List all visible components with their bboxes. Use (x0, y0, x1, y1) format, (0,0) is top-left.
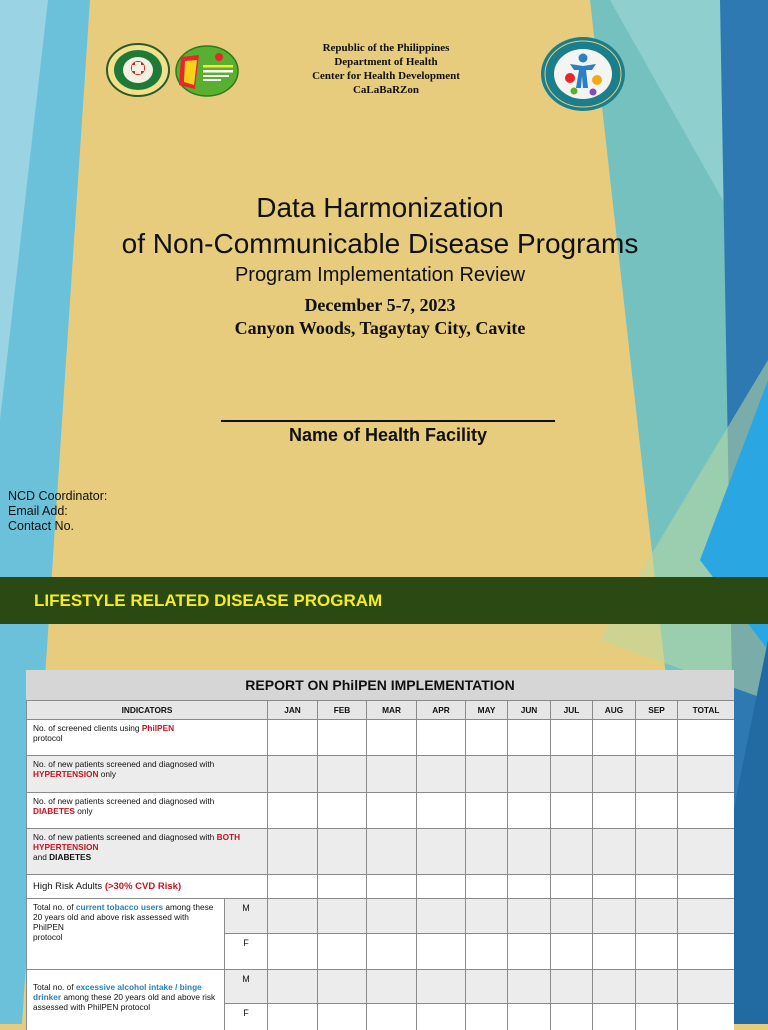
month-header-apr: APR (417, 701, 466, 720)
facility-name-line (221, 420, 555, 422)
indicator-alcohol-intake: Total no. of excessive alcohol intake / binge drinker among these 20 years old and above risk assessed with PhilPEN protocol (27, 970, 225, 1030)
total-cell[interactable] (678, 875, 734, 899)
report-grid (26, 700, 734, 1030)
sex-female-label: F (225, 934, 268, 970)
data-cell[interactable] (268, 875, 318, 899)
data-cell[interactable] (508, 756, 551, 793)
data-cell[interactable] (636, 875, 678, 899)
table-row (27, 970, 735, 1004)
data-cell[interactable] (417, 1004, 466, 1030)
title-line-2: of Non-Communicable Disease Programs (0, 228, 760, 260)
ncd-coordinator-label: NCD Coordinator: (8, 489, 107, 504)
data-cell[interactable] (367, 875, 417, 899)
total-cell[interactable] (678, 829, 734, 875)
total-cell[interactable] (678, 934, 734, 970)
data-cell[interactable] (636, 793, 678, 829)
indicator-screened-clients: No. of screened clients using PhilPEN protocol (27, 720, 268, 756)
data-cell[interactable] (268, 756, 318, 793)
data-cell[interactable] (268, 793, 318, 829)
data-cell[interactable] (593, 720, 636, 756)
month-header-mar: MAR (367, 701, 417, 720)
data-cell[interactable] (466, 793, 508, 829)
data-cell[interactable] (551, 756, 593, 793)
indicator-hypertension-only: No. of new patients screened and diagnosed with HYPERTENSION only (27, 756, 268, 793)
indicator-high-risk-adults: High Risk Adults (>30% CVD Risk) (27, 875, 268, 899)
data-cell[interactable] (636, 970, 678, 1004)
sex-male-label: M (225, 970, 268, 1004)
month-header-sep: SEP (636, 701, 678, 720)
philpen-report-table (26, 670, 734, 1030)
table-row (27, 756, 735, 793)
data-cell[interactable] (268, 899, 318, 934)
data-cell[interactable] (593, 829, 636, 875)
data-cell[interactable] (417, 829, 466, 875)
sex-female-label: F (225, 1004, 268, 1030)
data-cell[interactable] (466, 756, 508, 793)
data-cell[interactable] (268, 720, 318, 756)
month-header-jun: JUN (508, 701, 551, 720)
data-cell[interactable] (593, 875, 636, 899)
contact-number-label: Contact No. (8, 519, 107, 534)
table-row (27, 875, 735, 899)
data-cell[interactable] (466, 829, 508, 875)
data-cell[interactable] (636, 1004, 678, 1030)
data-cell[interactable] (367, 970, 417, 1004)
report-header-row (27, 701, 735, 720)
indicator-both-hypertension-diabetes: No. of new patients screened and diagnosed with BOTH HYPERTENSION and DIABETES (27, 829, 268, 875)
data-cell[interactable] (551, 899, 593, 934)
indicator-diabetes-only: No. of new patients screened and diagnosed with DIABETES only (27, 793, 268, 829)
data-cell[interactable] (367, 899, 417, 934)
data-cell[interactable] (318, 1004, 367, 1030)
data-cell[interactable] (367, 793, 417, 829)
data-cell[interactable] (593, 899, 636, 934)
data-cell[interactable] (367, 720, 417, 756)
data-cell[interactable] (508, 1004, 551, 1030)
data-cell[interactable] (268, 970, 318, 1004)
data-cell[interactable] (551, 829, 593, 875)
month-header-feb: FEB (318, 701, 367, 720)
data-cell[interactable] (268, 829, 318, 875)
data-cell[interactable] (466, 970, 508, 1004)
data-cell[interactable] (417, 899, 466, 934)
data-cell[interactable] (318, 720, 367, 756)
data-cell[interactable] (268, 934, 318, 970)
agency-line-republic: Republic of the Philippines (270, 41, 502, 55)
data-cell[interactable] (367, 756, 417, 793)
data-cell[interactable] (466, 899, 508, 934)
data-cell[interactable] (593, 1004, 636, 1030)
data-cell[interactable] (367, 934, 417, 970)
data-cell[interactable] (508, 829, 551, 875)
data-cell[interactable] (318, 934, 367, 970)
data-cell[interactable] (318, 793, 367, 829)
data-cell[interactable] (318, 756, 367, 793)
data-cell[interactable] (466, 720, 508, 756)
month-header-jul: JUL (551, 701, 593, 720)
data-cell[interactable] (636, 720, 678, 756)
data-cell[interactable] (636, 899, 678, 934)
agency-line-region: CaLaBaRZon (270, 83, 502, 97)
total-header: TOTAL (678, 701, 734, 720)
data-cell[interactable] (636, 829, 678, 875)
data-cell[interactable] (593, 934, 636, 970)
data-cell[interactable] (417, 720, 466, 756)
data-cell[interactable] (593, 756, 636, 793)
event-venue: Canyon Woods, Tagaytay City, Cavite (0, 318, 760, 339)
table-row (27, 720, 735, 756)
total-cell[interactable] (678, 970, 734, 1004)
data-cell[interactable] (508, 899, 551, 934)
table-row (27, 793, 735, 829)
data-cell[interactable] (318, 875, 367, 899)
indicator-tobacco-users: Total no. of current tobacco users among these 20 years old and above risk assessed with PhilPEN protocol (27, 899, 225, 970)
ncd-calabarzon-logo (540, 36, 626, 112)
report-title: REPORT ON PhilPEN IMPLEMENTATION (26, 670, 734, 700)
data-cell[interactable] (466, 934, 508, 970)
month-header-aug: AUG (593, 701, 636, 720)
total-cell[interactable] (678, 756, 734, 793)
data-cell[interactable] (508, 970, 551, 1004)
agency-header (270, 41, 502, 97)
data-cell[interactable] (508, 875, 551, 899)
data-cell[interactable] (417, 756, 466, 793)
data-cell[interactable] (367, 829, 417, 875)
table-row (27, 829, 735, 875)
month-header-may: MAY (466, 701, 508, 720)
data-cell[interactable] (551, 875, 593, 899)
total-cell[interactable] (678, 1004, 734, 1030)
subtitle: Program Implementation Review (0, 264, 760, 287)
data-cell[interactable] (508, 793, 551, 829)
month-header-jan: JAN (268, 701, 318, 720)
data-cell[interactable] (551, 793, 593, 829)
data-cell[interactable] (593, 793, 636, 829)
data-cell[interactable] (636, 934, 678, 970)
agency-line-department: Department of Health (270, 55, 502, 69)
data-cell[interactable] (593, 970, 636, 1004)
data-cell[interactable] (318, 829, 367, 875)
email-label: Email Add: (8, 504, 107, 519)
data-cell[interactable] (417, 793, 466, 829)
facility-name-label: Name of Health Facility (221, 425, 555, 446)
data-cell[interactable] (417, 970, 466, 1004)
universal-health-care-logo (175, 45, 239, 97)
event-date: December 5-7, 2023 (0, 295, 760, 316)
contact-block (8, 489, 107, 534)
data-cell[interactable] (508, 720, 551, 756)
data-cell[interactable] (466, 875, 508, 899)
data-cell[interactable] (318, 970, 367, 1004)
data-cell[interactable] (551, 970, 593, 1004)
agency-line-center: Center for Health Development (270, 69, 502, 83)
data-cell[interactable] (551, 934, 593, 970)
data-cell[interactable] (551, 1004, 593, 1030)
data-cell[interactable] (636, 756, 678, 793)
table-row (27, 899, 735, 934)
data-cell[interactable] (367, 1004, 417, 1030)
program-banner-label: LIFESTYLE RELATED DISEASE PROGRAM (34, 591, 382, 611)
data-cell[interactable] (466, 1004, 508, 1030)
data-cell[interactable] (508, 934, 551, 970)
title-line-1: Data Harmonization (0, 192, 760, 224)
data-cell[interactable] (417, 934, 466, 970)
data-cell[interactable] (551, 720, 593, 756)
data-cell[interactable] (318, 899, 367, 934)
total-cell[interactable] (678, 793, 734, 829)
program-banner (0, 577, 768, 624)
doh-seal-logo (106, 43, 170, 97)
data-cell[interactable] (417, 875, 466, 899)
sex-male-label: M (225, 899, 268, 934)
total-cell[interactable] (678, 720, 734, 756)
total-cell[interactable] (678, 899, 734, 934)
data-cell[interactable] (268, 1004, 318, 1030)
indicators-header: INDICATORS (27, 701, 268, 720)
